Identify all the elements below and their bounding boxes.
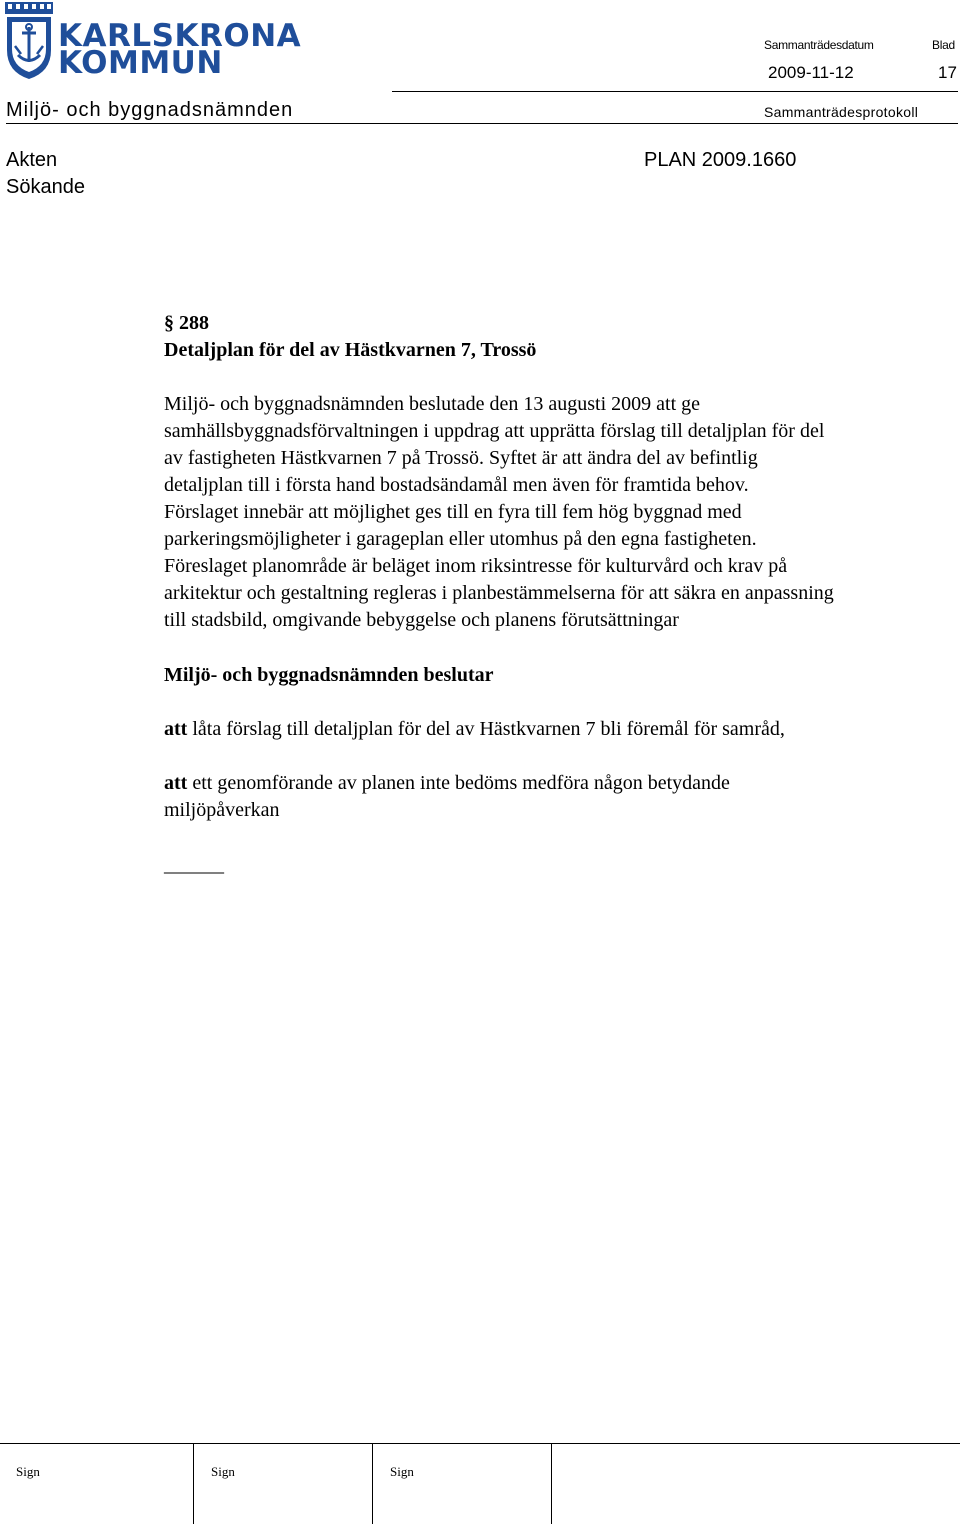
body-line: detaljplan till i första hand bostadsändamål men även för framtida behov. (164, 474, 749, 496)
end-mark: ______ (164, 854, 224, 876)
body-line: av fastigheten Hästkvarnen 7 på Trossö. Syftet är att ändra del av befintlig (164, 447, 758, 469)
decision-keyword: att (164, 718, 188, 740)
crest-icon (5, 2, 53, 80)
sign-cell-2 (194, 1443, 373, 1524)
section-title: Detaljplan för del av Hästkvarnen 7, Trossö (164, 339, 537, 361)
decision-keyword: att (164, 772, 188, 794)
decision-heading: Miljö- och byggnadsnämnden beslutar (164, 664, 494, 686)
body-line: Förslaget innebär att möjlighet ges till en fyra till fem hög byggnad med (164, 501, 742, 523)
committee-title: Miljö- och byggnadsnämnden (6, 99, 294, 121)
sign-label: Sign (16, 1464, 40, 1479)
karlskrona-kommun-logo (5, 2, 305, 82)
sign-label: Sign (211, 1464, 235, 1479)
body-line: samhällsbyggnadsförvaltningen i uppdrag att upprätta förslag till detaljplan för del (164, 420, 825, 442)
logo-text-line1: KARLSKRONA (58, 18, 302, 54)
section-number-value: 288 (179, 312, 209, 334)
sokande-label: Sökande (6, 176, 85, 198)
body-line: till stadsbild, omgivande bebyggelse och planens förutsättningar (164, 609, 679, 631)
section-symbol: § (164, 312, 174, 334)
page-number: 17 (938, 63, 957, 82)
case-number: PLAN 2009.1660 (644, 149, 797, 171)
header-rule (6, 123, 958, 124)
page-label: Blad (932, 38, 955, 52)
sign-label: Sign (390, 1464, 414, 1479)
date-value: 2009-11-12 (768, 63, 854, 82)
logo-text-line2: KOMMUN (58, 45, 223, 81)
body-line: parkeringsmöjligheter i garageplan eller utomhus på den egna fastigheten. (164, 528, 757, 550)
section-number (164, 310, 209, 337)
decision-item-2 (164, 770, 730, 797)
decision-text: ett genomförande av planen inte bedöms medföra någon betydande (192, 772, 730, 794)
decision-text-continuation: miljöpåverkan (164, 799, 280, 821)
akten-label: Akten (6, 149, 58, 171)
body-line: Föreslaget planområde är beläget inom riksintresse för kulturvård och krav på (164, 555, 788, 577)
sign-cell-1 (0, 1443, 194, 1524)
date-label: Sammanträdesdatum (764, 38, 874, 52)
document-type: Sammanträdesprotokoll (764, 104, 919, 120)
body-paragraph (164, 391, 959, 634)
header-rule-top (392, 91, 958, 92)
body-line: arkitektur och gestaltning regleras i planbestämmelserna för att säkra en anpassning (164, 582, 834, 604)
body-line: Miljö- och byggnadsnämnden beslutade den 13 augusti 2009 att ge (164, 393, 701, 415)
decision-text: låta förslag till detaljplan för del av Hästkvarnen 7 bli föremål för samråd, (192, 718, 785, 740)
sign-cell-3 (373, 1443, 552, 1524)
decision-item-1 (164, 716, 785, 743)
signature-table (0, 1443, 960, 1524)
